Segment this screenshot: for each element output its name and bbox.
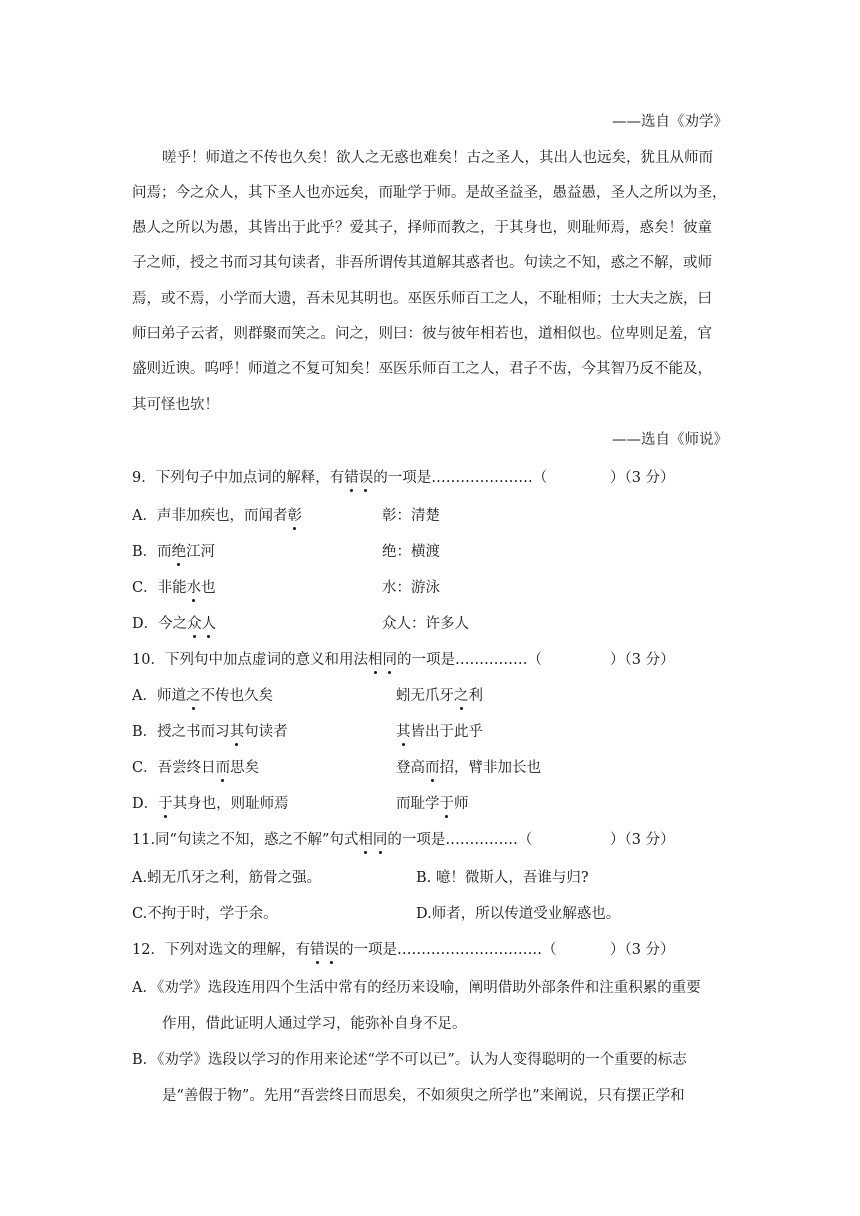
question-12-stem: 12．下列对选文的理解，有错误的一项是…………………………（ (132, 942, 557, 958)
q11-option-d: D.师者，所以传道受业解惑也。 (416, 906, 621, 922)
q10-pair-c: 登高而招，臂非加长也 (396, 760, 541, 776)
source-shishuo: ——选自《师说》 (612, 432, 728, 448)
q9-gloss-b: 绝：横渡 (382, 544, 440, 560)
q10-pair-a: 蚓无爪牙之利 (396, 688, 483, 704)
q9-gloss-c: 水：游泳 (382, 580, 440, 596)
passage-line: 其可怪也欤！ (132, 397, 219, 413)
passage-line: 子之师，授之书而习其句读者，非吾所谓传其道解其惑者也。句读之不知，惑之不解，或师 (132, 255, 712, 271)
passage-line: 焉，或不焉，小学而大遗，吾未见其明也。巫医乐师百工之人，不耻相师；士大夫之族，曰 (132, 291, 712, 307)
passage-line: 嗟乎！师道之不传也久矣！欲人之无惑也难矣！古之圣人，其出人也远矣，犹且从师而 (162, 150, 713, 166)
passage-line: 盛则近谀。呜呼！师道之不复可知矣！巫医乐师百工之人，君子不齿，今其智乃反不能及， (132, 361, 712, 377)
passage-line: 愚人之所以为愚，其皆出于此乎？爱其子，择师而教之，于其身也，则耻师焉，惑矣！彼童 (132, 220, 712, 236)
source-quanxue: ——选自《劝学》 (612, 114, 728, 130)
q12-option-b-line1: B．《劝学》选段以学习的作用来论述“学不可以已”。认为人变得聪明的一个重要的标志 (132, 1052, 687, 1068)
q9-option-b: B．而绝江河 (132, 544, 216, 560)
q10-option-c: C．吾尝终日而思矣 (132, 760, 260, 776)
question-10-stem: 10．下列句中加点虚词的意义和用法相同的一项是……………（ (132, 652, 542, 668)
q12-option-a-line1: A．《劝学》选段连用四个生活中常有的经历来设喻，阐明借助外部条件和注重积累的重要 (132, 980, 701, 996)
q10-pair-d: 而耻学于师 (396, 796, 469, 812)
question-10-score: ）（3 分） (610, 652, 675, 668)
q9-option-c: C．非能水也 (132, 580, 216, 596)
q9-gloss-d: 众人：许多人 (382, 616, 469, 632)
question-11-score: ）（3 分） (610, 832, 675, 848)
question-11-stem: 11.同“句读之不知，惑之不解”句式相同的一项是……………（ (132, 832, 533, 848)
q12-option-a-line2: 作用，借此证明人通过学习，能弥补自身不足。 (162, 1016, 467, 1032)
q10-option-a: A．师道之不传也久矣 (132, 688, 273, 704)
q12-option-b-line2: 是“善假于物”。先用“吾尝终日而思矣，不如须臾之所学也”来阐说，只有摆正学和 (162, 1088, 685, 1104)
q11-option-c: C.不拘于时，学于余。 (132, 906, 278, 922)
q10-pair-b: 其皆出于此乎 (396, 724, 483, 740)
question-12-score: ）（3 分） (610, 942, 675, 958)
q9-option-a: A．声非加疾也，而闻者彰 (132, 508, 302, 524)
question-9-score: ）（3 分） (610, 470, 675, 486)
q11-option-b: B. 噫！微斯人，吾谁与归? (416, 870, 589, 886)
q10-option-d: D．于其身也，则耻师焉 (132, 796, 289, 812)
question-9-stem: 9．下列句子中加点词的解释，有错误的一项是…………………（ (132, 470, 548, 486)
passage-line: 问焉；今之众人，其下圣人也亦远矣，而耻学于师。是故圣益圣，愚益愚，圣人之所以为圣， (132, 185, 727, 201)
q9-option-d: D．今之众人 (132, 616, 217, 632)
q9-gloss-a: 彰：清楚 (382, 508, 440, 524)
passage-line: 师曰弟子云者，则群聚而笑之。问之，则曰：彼与彼年相若也，道相似也。位卑则足羞，官 (132, 326, 712, 342)
q11-option-a: A.蚓无爪牙之利，筋骨之强。 (132, 870, 322, 886)
q10-option-b: B．授之书而习其句读者 (132, 724, 288, 740)
